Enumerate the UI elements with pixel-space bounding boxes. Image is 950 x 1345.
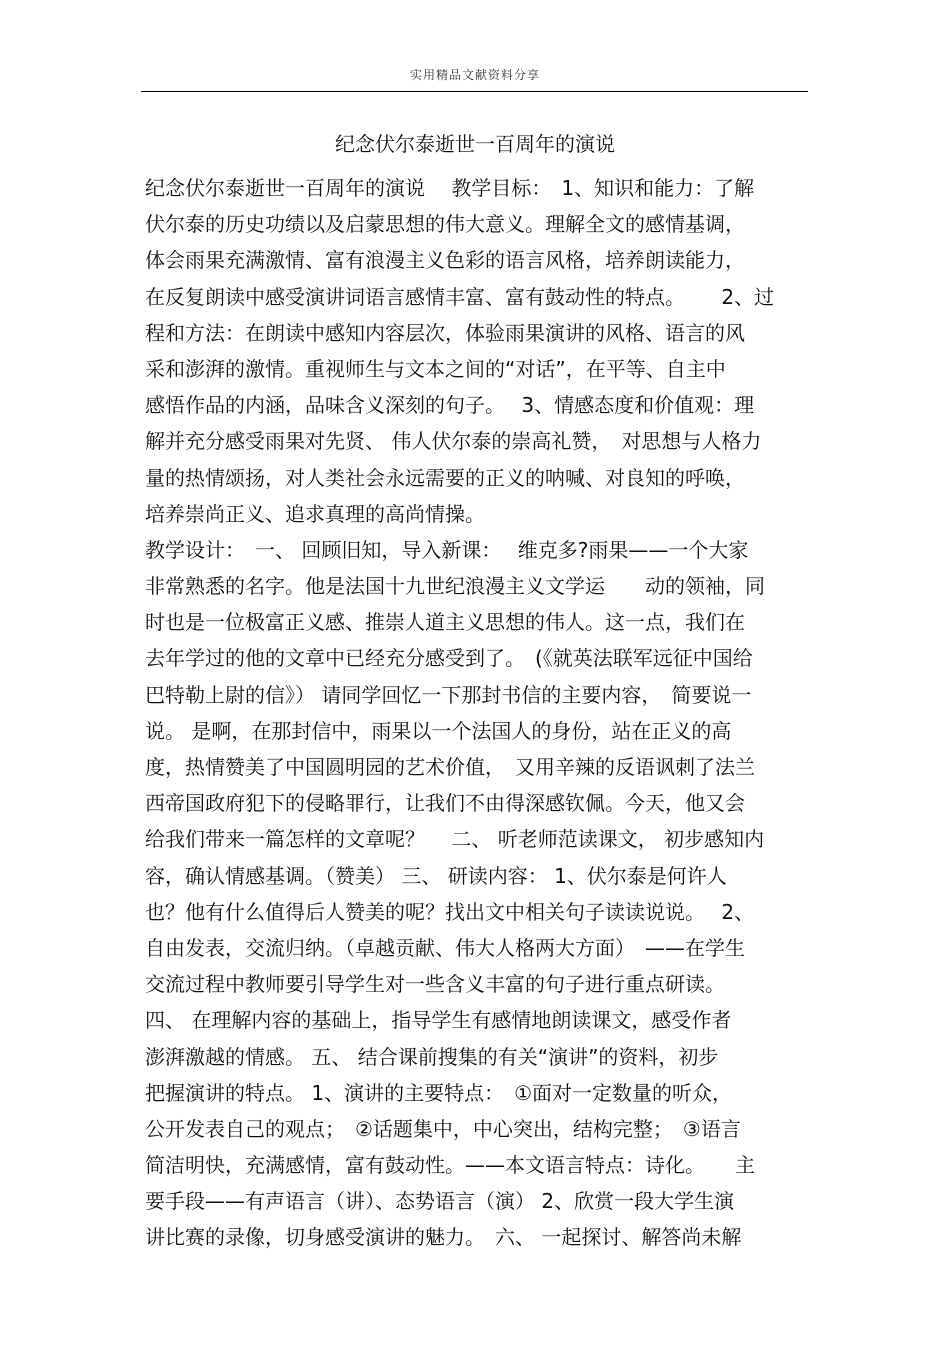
body-line: 程和方法：在朗读中感知内容层次，体验雨果演讲的风格、语言的风 xyxy=(145,320,745,345)
body-line: 度，热情赞美了中国圆明园的艺术价值， 又用辛辣的反语讽刺了法兰 xyxy=(145,755,755,779)
body-line: 简洁明快，充满感情，富有鼓动性。——本文语言特点：诗化。 主 xyxy=(145,1153,755,1178)
body-line: 时也是一位极富正义感、推崇人道主义思想的伟人。这一点，我们在 xyxy=(145,610,745,635)
body-line: 也？他有什么值得后人赞美的呢？找出文中相关句子读读说说。 2、 xyxy=(145,899,755,924)
body-line: 自由发表，交流归纳。（卓越贡献、伟大人格两大方面） ——在学生 xyxy=(145,935,745,960)
body-line: 解并充分感受雨果对先贤、 伟人伏尔泰的崇高礼赞， 对思想与人格力 xyxy=(145,429,762,454)
body-line: 给我们带来一篇怎样的文章呢？ 二、 听老师范读课文， 初步感知内 xyxy=(145,827,765,852)
body-line: 感悟作品的内涵，品味含义深刻的句子。 3、情感态度和价值观：理 xyxy=(145,393,755,418)
header-divider xyxy=(141,91,808,92)
page-header: 实用精品文献资料分享 xyxy=(409,68,540,82)
body-line: 把握演讲的特点。 1、演讲的主要特点： ①面对一定数量的听众， xyxy=(145,1080,733,1105)
body-line: 纪念伏尔泰逝世一百周年的演说 教学目标： 1、知识和能力：了解 xyxy=(145,176,755,200)
body-line: 澎湃激越的情感。 五、 结合课前搜集的有关“演讲”的资料，初步 xyxy=(145,1044,719,1069)
document-body xyxy=(145,170,825,1256)
body-line: 讲比赛的录像，切身感受演讲的魅力。 六、 一起探讨、解答尚未解 xyxy=(145,1225,742,1250)
body-line: 要手段——有声语言（讲）、态势语言（演） 2、欣赏一段大学生演 xyxy=(145,1189,735,1214)
body-line: 非常熟悉的名字。他是法国十九世纪浪漫主义文学运 动的领袖，同 xyxy=(145,574,765,599)
body-line: 西帝国政府犯下的侵略罪行，让我们不由得深感钦佩。今天，他又会 xyxy=(145,791,745,816)
body-line: 体会雨果充满激情、富有浪漫主义色彩的语言风格，培养朗读能力， xyxy=(145,248,745,273)
document-title: 纪念伏尔泰逝世一百周年的演说 xyxy=(335,132,615,156)
body-line: 伏尔泰的历史功绩以及启蒙思想的伟大意义。理解全文的感情基调， xyxy=(145,212,745,237)
body-line: 教学设计： 一、 回顾旧知，导入新课： 维克多?雨果——一个大家 xyxy=(145,537,749,562)
body-line: 在反复朗读中感受演讲词语言感情丰富、富有鼓动性的特点。 2、过 xyxy=(145,284,775,309)
body-line: 采和澎湃的激情。重视师生与文本之间的“对话”，在平等、自主中 xyxy=(145,356,726,381)
body-line: 四、 在理解内容的基础上，指导学生有感情地朗读课文，感受作者 xyxy=(145,1008,732,1033)
body-line: 交流过程中教师要引导学生对一些含义丰富的句子进行重点研读。 xyxy=(145,972,725,997)
body-line: 去年学过的他的文章中已经充分感受到了。 (《就英法联军远征中国给 xyxy=(145,646,753,671)
body-line: 量的热情颂扬，对人类社会永远需要的正义的呐喊、对良知的呼唤， xyxy=(145,465,745,490)
body-line: 巴特勒上尉的信》） 请同学回忆一下那封书信的主要内容， 简要说一 xyxy=(145,682,752,707)
body-line: 说。 是啊，在那封信中，雨果以一个法国人的身份，站在正义的高 xyxy=(145,718,732,743)
body-line: 培养崇尚正义、追求真理的高尚情操。 xyxy=(145,501,485,526)
body-line: 容，确认情感基调。（赞美） 三、 研读内容： 1、伏尔泰是何许人 xyxy=(145,863,727,888)
body-line: 公开发表自己的观点； ②话题集中，中心突出，结构完整； ③语言 xyxy=(145,1116,741,1141)
